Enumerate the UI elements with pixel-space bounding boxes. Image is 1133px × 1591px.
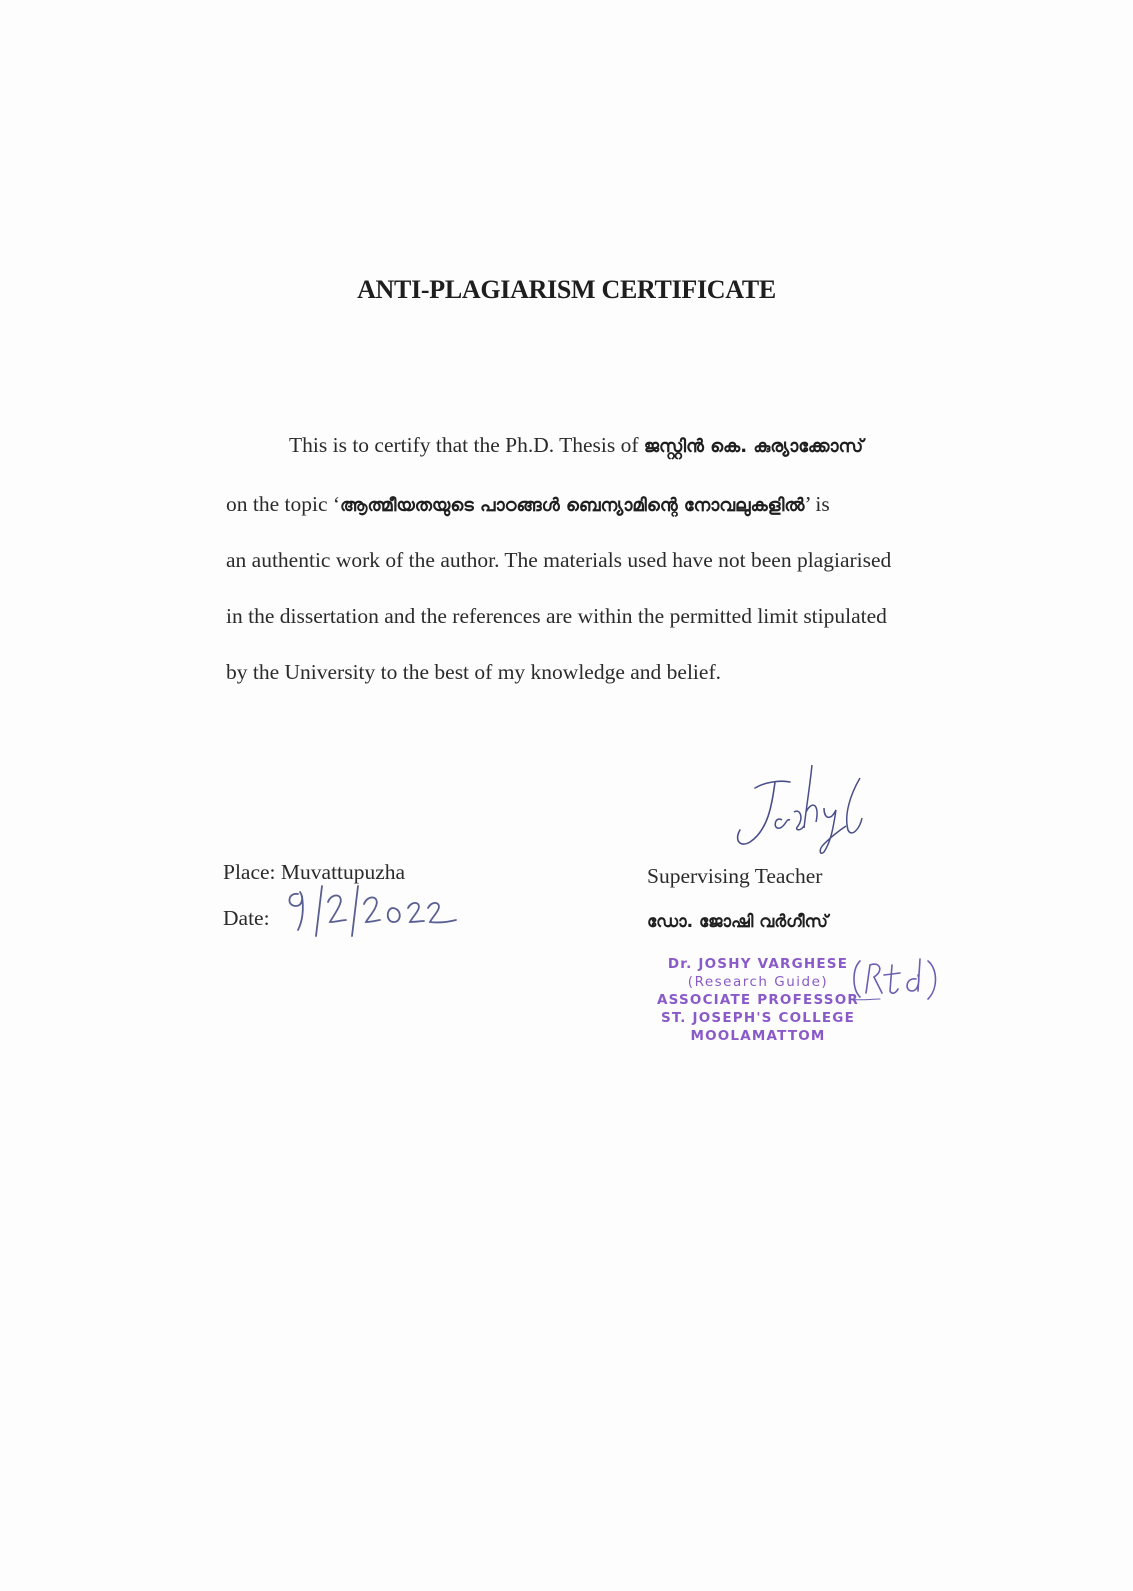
retired-annotation [850,955,940,1005]
certificate-line-1 [289,433,979,458]
certificate-line-3: an authentic work of the author. The materials used have not been plagiarised [226,548,892,572]
line2-prefix: on the topic ‘ [226,492,341,516]
date-label: Date: [223,906,270,930]
certificate-line-2 [226,492,916,517]
certificate-title: ANTI-PLAGIARISM CERTIFICATE [357,275,776,304]
certificate-line-5: by the University to the best of my knowledge and belief. [226,660,721,684]
author-name: ജസ്റ്റിൻ കെ. കുര്യാക്കോസ് [643,436,864,457]
supervisor-stamp [648,955,868,1045]
stamp-line-position: ASSOCIATE PROFESSOR [657,992,859,1008]
thesis-topic: ആത്മീയതയുടെ പാഠങ്ങൾ ബെന്യാമിന്റെ നോവലുകളിൽ [340,495,805,516]
stamp-line-role: (Research Guide) [687,974,829,990]
stamp-line-place: MOOLAMATTOM [690,1028,826,1044]
certificate-line-4: in the dissertation and the references are within the permitted limit stipulated [226,604,887,628]
supervisor-name-malayalam: ഡോ. ജോഷി വർഗീസ് [647,912,828,932]
supervising-teacher-label: Supervising Teacher [647,864,823,888]
line1-prefix: This is to certify that the Ph.D. Thesis of [289,433,644,457]
line2-suffix: ’ is [804,492,830,516]
stamp-line-name: Dr. JOSHY VARGHESE [667,956,849,972]
stamp-line-college: ST. JOSEPH'S COLLEGE [660,1010,855,1026]
supervisor-signature [720,760,880,860]
place: Place: Muvattupuzha [223,860,406,884]
handwritten-date [280,880,460,940]
